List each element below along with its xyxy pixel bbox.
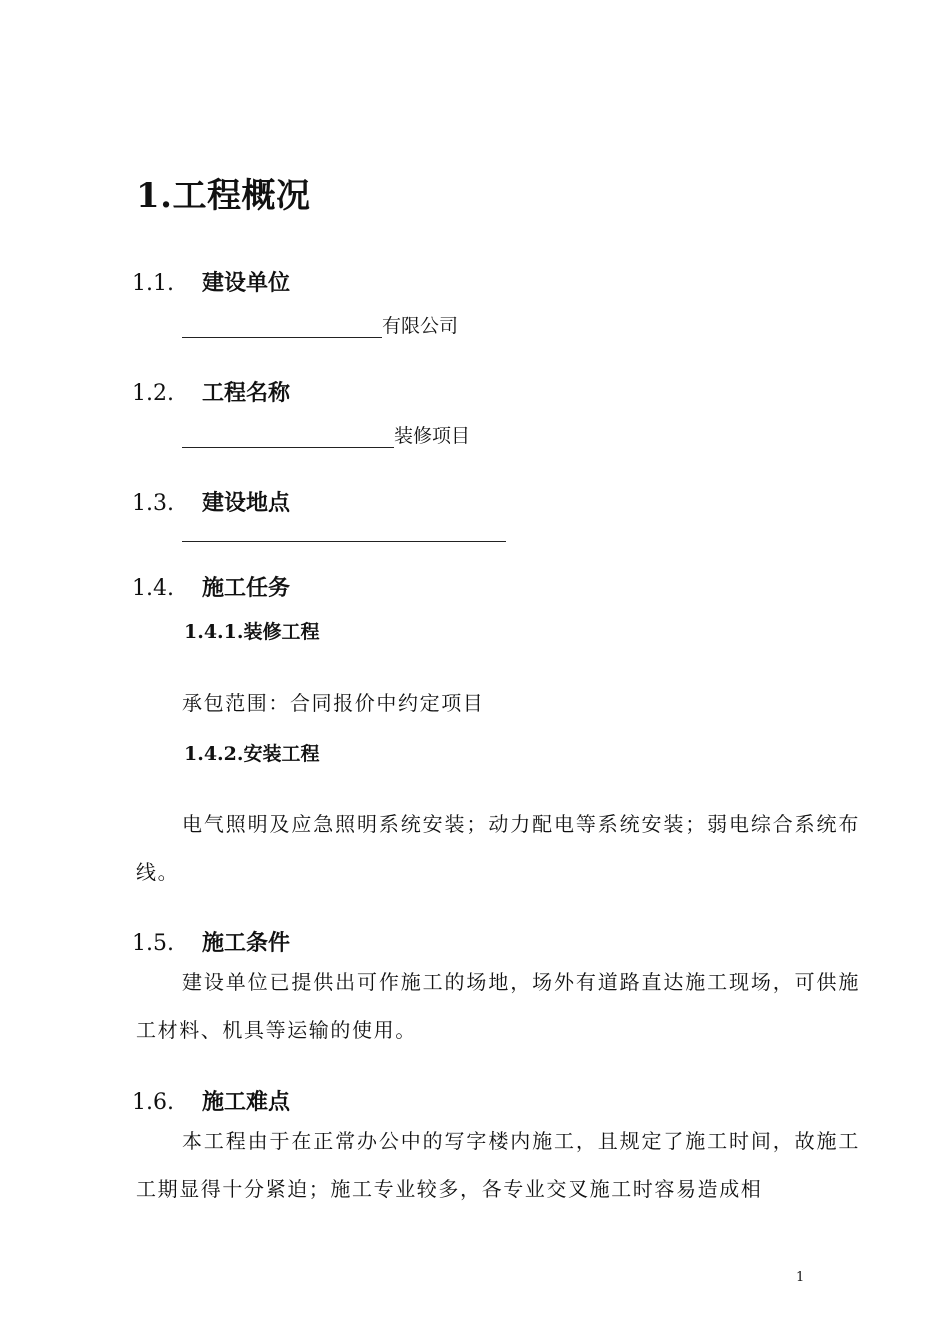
section-heading-1-3 <box>132 486 290 517</box>
section-number: 1.5. <box>132 931 174 956</box>
blank-underline <box>182 523 506 542</box>
location-line <box>182 520 506 542</box>
section-title: 施工难点 <box>202 1089 291 1115</box>
blank-underline <box>182 429 394 448</box>
subsection-heading-1-4-2: 1.4.2.安装工程 <box>184 743 320 765</box>
contract-scope: 承包范围：合同报价中约定项目 <box>182 691 485 715</box>
subsection-heading-1-4-1: 1.4.1.装修工程 <box>184 621 320 643</box>
section-number: 1.4. <box>132 576 174 601</box>
section-heading-1-5 <box>132 926 290 957</box>
difficulties-paragraph: 本工程由于在正常办公中的写字楼内施工，且规定了施工时间，故施工工期显得十分紧迫；施工专业较多，各专业交叉施工时容易造成相 <box>136 1129 860 1201</box>
section-title: 工程名称 <box>202 380 291 406</box>
conditions-paragraph: 建设单位已提供出可作施工的场地，场外有道路直达施工现场，可供施工材料、机具等运输的使用。 <box>136 970 860 1042</box>
page-title: 1.工程概况 <box>136 176 311 216</box>
section-heading-1-4 <box>132 571 290 602</box>
page-number: 1 <box>796 1270 805 1285</box>
section-number: 1.1. <box>132 271 174 296</box>
section-title: 建设单位 <box>202 270 291 296</box>
installation-paragraph: 电气照明及应急照明系统安装；动力配电等系统安装；弱电综合系统布线。 <box>136 812 860 884</box>
client-suffix: 有限公司 <box>382 315 459 337</box>
section-title: 建设地点 <box>202 490 291 516</box>
section-number: 1.6. <box>132 1090 174 1115</box>
section-heading-1-1 <box>132 266 290 297</box>
section-number: 1.2. <box>132 381 174 406</box>
project-name-line <box>182 421 470 448</box>
section-title: 施工任务 <box>202 575 291 601</box>
section-heading-1-2 <box>132 376 290 407</box>
project-name-suffix: 装修项目 <box>394 425 471 447</box>
section-number: 1.3. <box>132 491 174 516</box>
section-title: 施工条件 <box>202 930 291 956</box>
blank-underline <box>182 319 382 338</box>
client-line <box>182 311 458 338</box>
section-heading-1-6 <box>132 1085 290 1116</box>
